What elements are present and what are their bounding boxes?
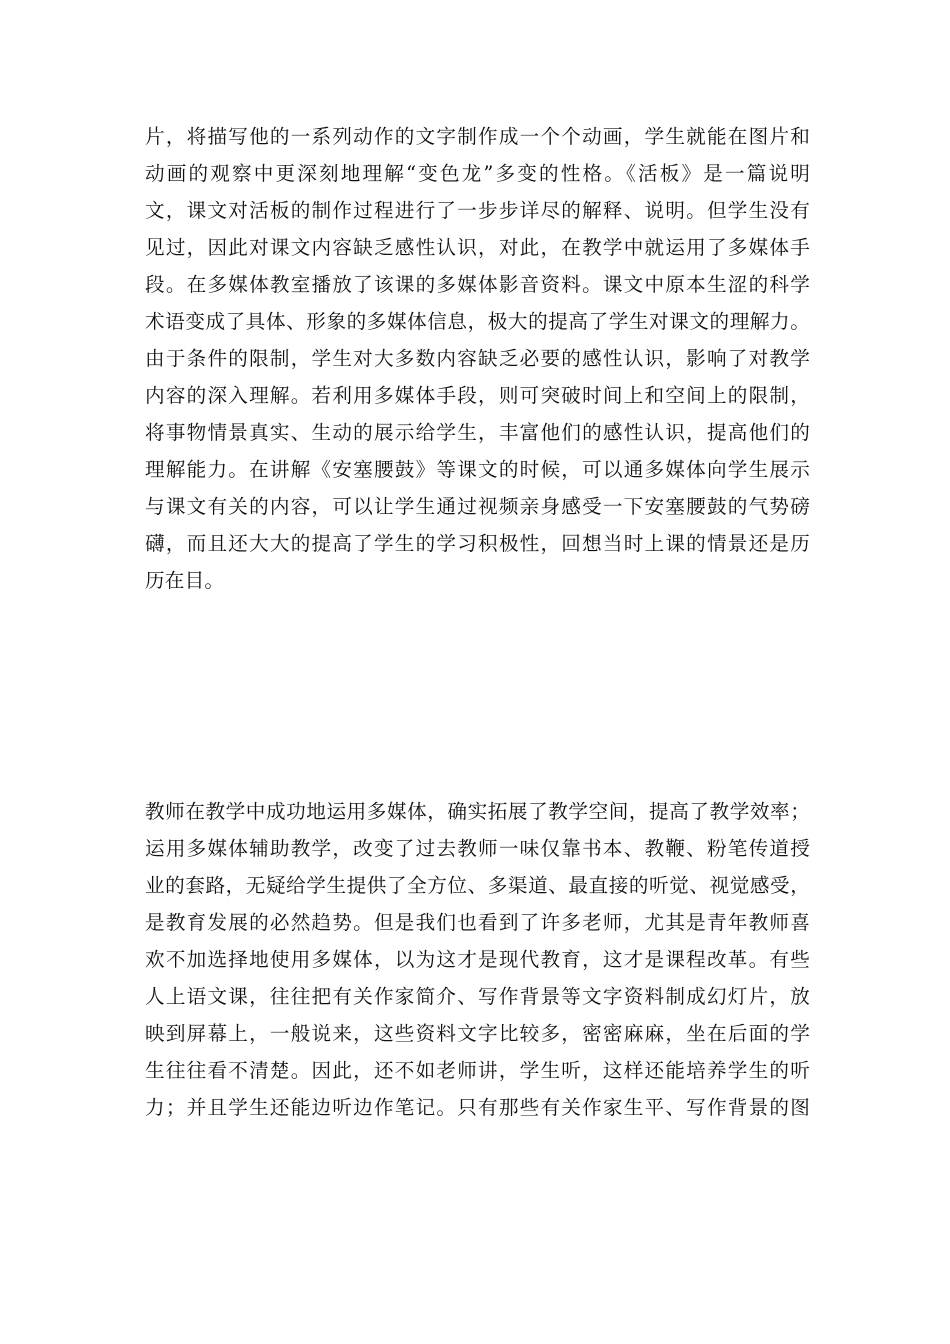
text-line: 力；并且学生还能边听边作笔记。只有那些有关作家生平、写作背景的图	[145, 1096, 810, 1119]
text-line: 由于条件的限制，学生对大多数内容缺乏必要的感性认识，影响了对教学	[145, 347, 810, 370]
text-line: 运用多媒体辅助教学，改变了过去教师一味仅靠书本、教鞭、粉笔传道授	[145, 837, 810, 860]
text-line: 术语变成了具体、形象的多媒体信息，极大的提高了学生对课文的理解力。	[145, 310, 810, 333]
text-line: 生往往看不清楚。因此，还不如老师讲，学生听，这样还能培养学生的听	[145, 1059, 810, 1082]
text-line: 内容的深入理解。若利用多媒体手段，则可突破时间上和空间上的限制，	[145, 384, 810, 407]
text-line: 文，课文对活板的制作过程进行了一步步详尽的解释、说明。但学生没有	[145, 199, 810, 222]
text-line: 礴，而且还大大的提高了学生的学习积极性，回想当时上课的情景还是历	[145, 532, 810, 555]
text-line: 人上语文课，往往把有关作家简介、写作背景等文字资料制成幻灯片，放	[145, 985, 810, 1008]
text-line: 与课文有关的内容，可以让学生通过视频亲身感受一下安塞腰鼓的气势磅	[145, 495, 810, 518]
text-line: 见过，因此对课文内容缺乏感性认识，对此，在教学中就运用了多媒体手	[145, 236, 810, 259]
paragraph-2	[145, 793, 810, 1126]
paragraph-1	[145, 118, 810, 599]
text-line: 教师在教学中成功地运用多媒体，确实拓展了教学空间，提高了教学效率；	[145, 800, 810, 823]
text-line: 片，将描写他的一系列动作的文字制作成一个个动画，学生就能在图片和	[145, 125, 810, 148]
text-line: 业的套路，无疑给学生提供了全方位、多渠道、最直接的听觉、视觉感受，	[145, 874, 810, 897]
text-line: 映到屏幕上，一般说来，这些资料文字比较多，密密麻麻，坐在后面的学	[145, 1022, 810, 1045]
text-line: 历在目。	[145, 569, 225, 592]
text-line: 欢不加选择地使用多媒体，以为这才是现代教育，这才是课程改革。有些	[145, 948, 810, 971]
text-line: 段。在多媒体教室播放了该课的多媒体影音资料。课文中原本生涩的科学	[145, 273, 810, 296]
text-line: 动画的观察中更深刻地理解“变色龙”多变的性格。《活板》是一篇说明	[145, 162, 810, 185]
text-line: 是教育发展的必然趋势。但是我们也看到了许多老师，尤其是青年教师喜	[145, 911, 810, 934]
text-line: 理解能力。在讲解《安塞腰鼓》等课文的时候，可以通多媒体向学生展示	[145, 458, 810, 481]
text-line: 将事物情景真实、生动的展示给学生，丰富他们的感性认识，提高他们的	[145, 421, 810, 444]
